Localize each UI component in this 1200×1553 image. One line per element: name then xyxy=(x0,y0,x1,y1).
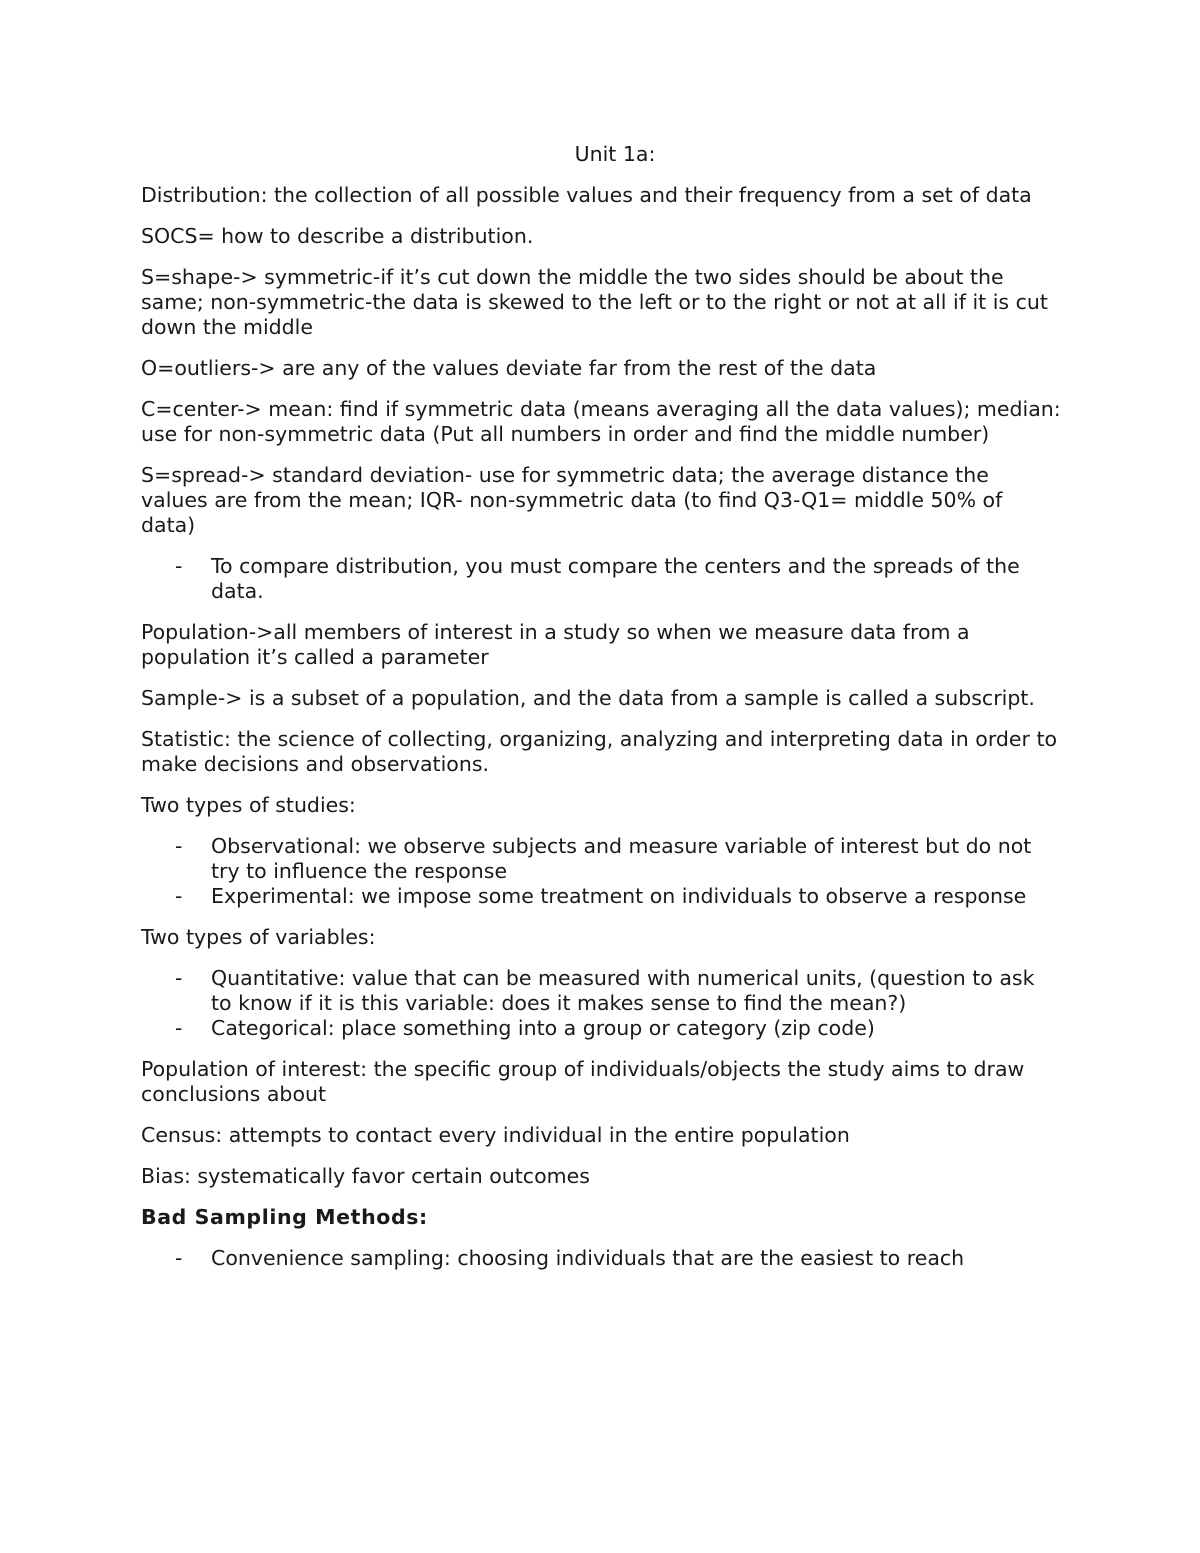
document-page xyxy=(141,142,1061,1287)
variables-list xyxy=(141,966,1061,1041)
section-heading: Bad Sampling Methods: xyxy=(141,1205,428,1229)
paragraph-sample: Sample-> is a subset of a population, and the data from a sample is called a subscript. xyxy=(141,686,1035,710)
list-item xyxy=(141,1016,1061,1041)
paragraph-spread: S=spread-> standard deviation- use for symmetric data; the average distance the values are from the mean; IQR- non-symmetric data (to find Q3-Q1= middle 50% of data) xyxy=(141,463,1003,537)
list-item-text: Categorical: place something into a group or category (zip code) xyxy=(211,1016,875,1040)
paragraph-shape: S=shape-> symmetric-if it’s cut down the middle the two sides should be about the same; non-symmetric-the data is skewed to the left or to the right or not at all if it is cut down the middle xyxy=(141,265,1048,339)
paragraph-statistic: Statistic: the science of collecting, organizing, analyzing and interpreting data in order to make decisions and observations. xyxy=(141,727,1058,776)
paragraph-socs: SOCS= how to describe a distribution. xyxy=(141,224,534,248)
dash-bullet: - xyxy=(175,966,183,990)
list-item-text: Convenience sampling: choosing individuals that are the easiest to reach xyxy=(211,1246,965,1270)
paragraph-census: Census: attempts to contact every individual in the entire population xyxy=(141,1123,850,1147)
dash-bullet: - xyxy=(175,554,183,578)
dash-bullet: - xyxy=(175,1016,183,1040)
paragraph-distribution: Distribution: the collection of all possible values and their frequency from a set of data xyxy=(141,183,1032,207)
list-item-text: Quantitative: value that can be measured with numerical units, (question to ask to know if it is this variable: does it makes sense to find the mean?) xyxy=(211,966,1035,1015)
list-item-text: Observational: we observe subjects and measure variable of interest but do not try to influence the response xyxy=(211,834,1032,883)
list-item xyxy=(141,966,1061,1016)
compare-list xyxy=(141,554,1061,604)
paragraph-population-of-interest: Population of interest: the specific group of individuals/objects the study aims to draw conclusions about xyxy=(141,1057,1025,1106)
paragraph-outliers: O=outliers-> are any of the values deviate far from the rest of the data xyxy=(141,356,877,380)
list-item xyxy=(141,834,1061,884)
list-item-text: Experimental: we impose some treatment on individuals to observe a response xyxy=(211,884,1027,908)
page-title: Unit 1a: xyxy=(574,142,656,166)
paragraph-center: C=center-> mean: find if symmetric data (means averaging all the data values); median: use for non-symmetric data (Put all numbers in order and find the middle number) xyxy=(141,397,1061,446)
paragraph-types-of-variables: Two types of variables: xyxy=(141,925,376,949)
list-item xyxy=(141,884,1061,909)
dash-bullet: - xyxy=(175,1246,183,1270)
dash-bullet: - xyxy=(175,834,183,858)
list-item xyxy=(141,1246,1061,1271)
paragraph-bias: Bias: systematically favor certain outcomes xyxy=(141,1164,590,1188)
dash-bullet: - xyxy=(175,884,183,908)
sampling-methods-list xyxy=(141,1246,1061,1271)
list-item xyxy=(141,554,1061,604)
paragraph-population: Population->all members of interest in a study so when we measure data from a population it’s called a parameter xyxy=(141,620,970,669)
studies-list xyxy=(141,834,1061,909)
list-item-text: To compare distribution, you must compare the centers and the spreads of the data. xyxy=(211,554,1020,603)
paragraph-types-of-studies: Two types of studies: xyxy=(141,793,356,817)
